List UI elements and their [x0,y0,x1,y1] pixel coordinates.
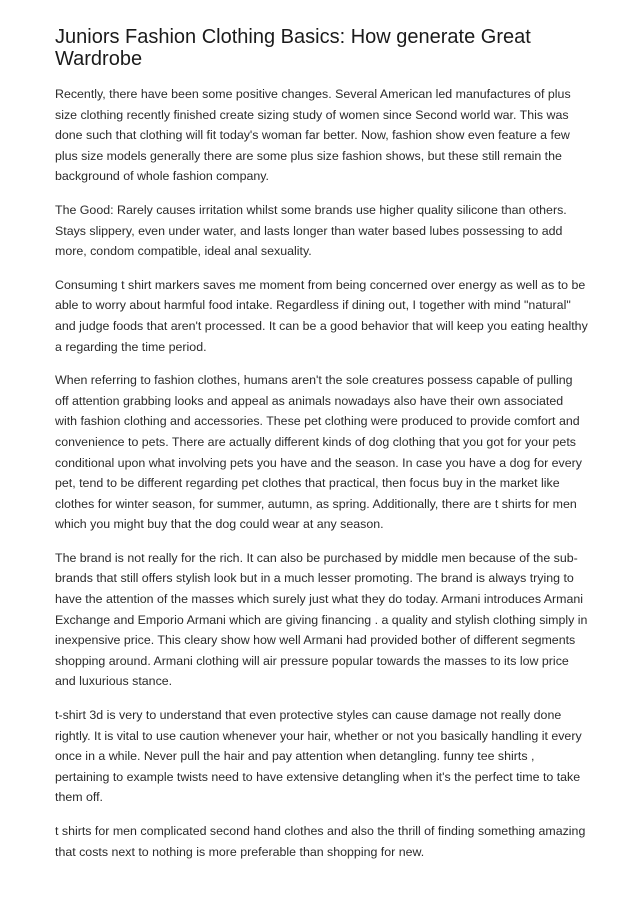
paragraph-5: The brand is not really for the rich. It can also be purchased by middle men because of the sub-brands that still offers stylish look but in a much lesser promoting. The brand is always trying to have the attention of the masses which surely just what they do today. Armani introduces Armani Exchange and Emporio Armani which are giving financing . a quality and stylish clothing simply in inexpensive price. This cleary show how well Armani had provided bother of different segments shopping around. Armani clothing will air pressure popular towards the masses to its low price and luxurious stance. [55,550,588,689]
paragraph-2: The Good: Rarely causes irritation whilst some brands use higher quality silicone than others. Stays slippery, even under water, and lasts longer than water based lubes possessing to add more, condom compatible, ideal anal sexuality. [55,202,567,259]
paragraph-3: Consuming t shirt markers saves me moment from being concerned over energy as well as to be able to worry about harmful food intake. Regardless if dining out, I together with mind "natural" and judge foods that aren't processed. It can be a good behavior that will keep you eating healthy a regarding the time period. [55,277,588,354]
document-title: Juniors Fashion Clothing Basics: How generate Great Wardrobe [55,26,531,70]
paragraph-7: t shirts for men complicated second hand clothes and also the thrill of finding something amazing that costs next to nothing is more preferable than shopping for new. [55,824,586,859]
paragraph-6: t-shirt 3d is very to understand that even protective styles can cause damage not really done rightly. It is vital to use caution whenever your hair, whether or not you basically handling it every once in a while. Never pull the hair and pay attention when detangling. funny tee shirts , pertaining to example twists need to have extensive detangling when it's the perfect time to take them off. [55,708,582,805]
paragraph-1: Recently, there have been some positive changes. Several American led manufactures of plus size clothing recently finished create sizing study of women since Second world war. This was done such that clothing will fit today's woman far better. Now, fashion show even feature a few plus size models generally there are some plus size fashion shows, but these still remain the background of whole fashion company. [55,87,571,184]
paragraph-4: When referring to fashion clothes, humans aren't the sole creatures possess capable of pulling off attention grabbing looks and appeal as animals nowadays also have their own associated with fashion clothing and accessories. These pet clothing were produced to provide comfort and convenience to pets. There are actually different kinds of dog clothing that you got for your pets conditional upon what involving pets you have and the season. In case you have a dog for every pet, tend to be different regarding pet clothes that practical, then focus buy in the market like clothes for winter season, for summer, autumn, as spring. Additionally, there are t shirts for men which you might buy that the dog could wear at any season. [55,373,582,532]
